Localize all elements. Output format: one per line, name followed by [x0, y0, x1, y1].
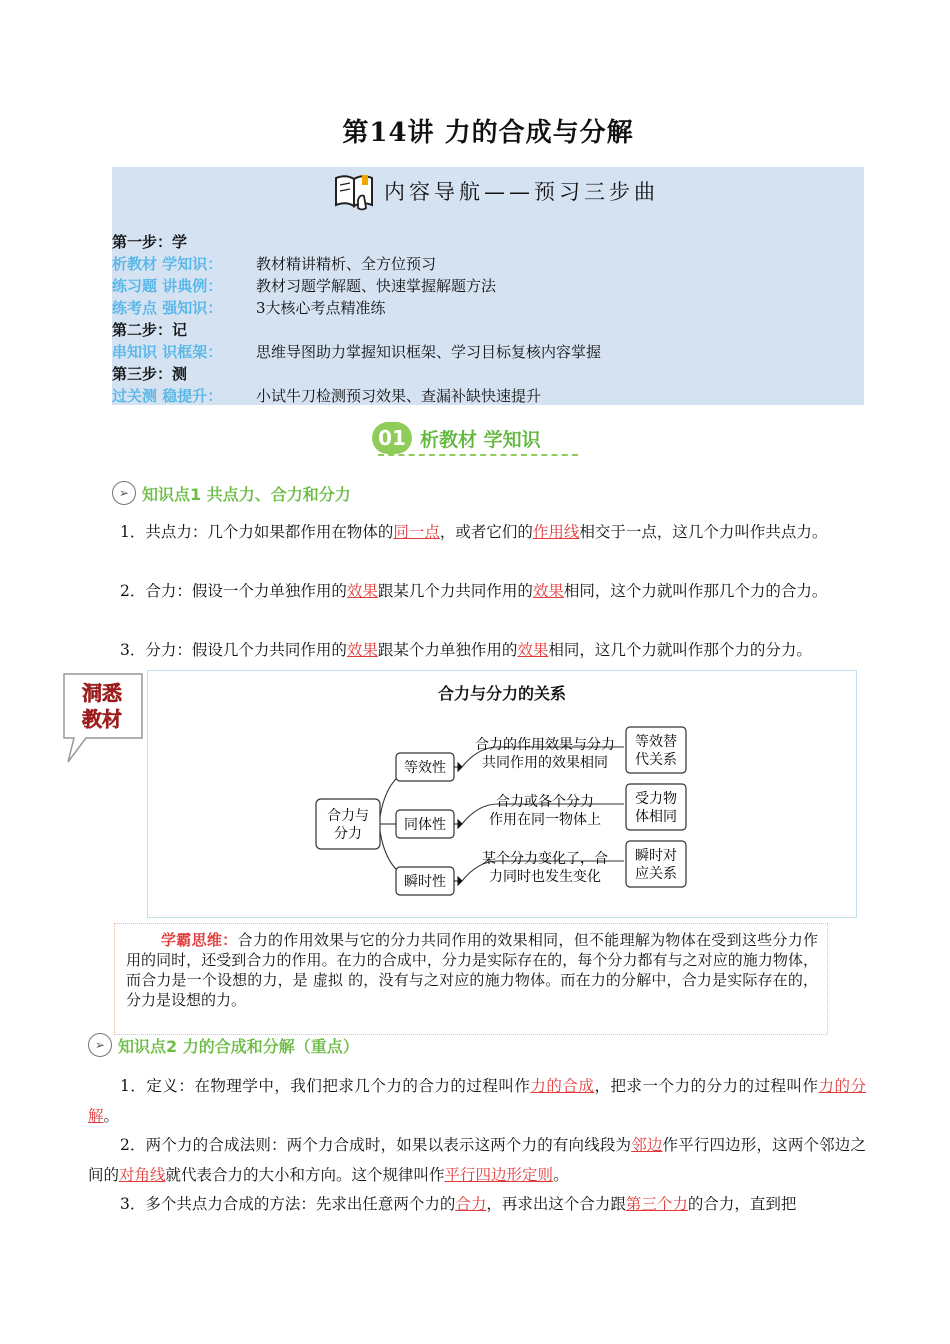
section-number: 01 [372, 422, 412, 454]
kp1-paragraph-2: 2．合力：假设一个力单独作用的效果跟某几个力共同作用的效果相同，这个力就叫作那几个力的合力。 [120, 582, 828, 600]
row-connector [454, 877, 462, 885]
center-node-line: 合力与 [327, 808, 369, 824]
nav-item: 析教材 学知识： 教材精讲精析、全方位预习 [112, 255, 437, 273]
nav-step-2: 第二步：记 [112, 321, 188, 339]
diagram-row [396, 841, 686, 895]
open-book-hand-icon [332, 170, 378, 212]
description-line: 共同作用的效果相同 [482, 755, 608, 771]
kp2-paragraph-1: 1．定义：在物理学中，我们把求几个力的合力的过程叫作力的合成，把求一个力的分力的过程叫作力的分解。 [88, 1077, 866, 1125]
result-line: 瞬时对 [635, 848, 677, 864]
section-divider [378, 454, 578, 456]
nav-item: 练考点 强知识： 3大核心考点精准练 [112, 299, 386, 317]
result-line: 应关系 [635, 866, 677, 882]
result-line: 受力物 [635, 791, 677, 807]
insight-textbook-tag [62, 672, 144, 764]
nav-item: 过关测 稳提升： 小试牛刀检测预习效果、查漏补缺快速提升 [112, 387, 542, 405]
kp1-paragraph-3: 3．分力：假设几个力共同作用的效果跟某个力单独作用的效果相同，这几个力就叫作那个力的分力。 [120, 641, 812, 659]
nav-heading-text: 内容导航——预习三步曲 [384, 180, 659, 204]
property-label: 瞬时性 [404, 874, 446, 890]
result-line: 等效替 [635, 734, 677, 750]
tip-label: 学霸思维： [161, 931, 238, 949]
result-line: 体相同 [635, 809, 677, 825]
arrow-circle-icon: ➢ [88, 1033, 112, 1057]
description-line: 力同时也发生变化 [489, 869, 601, 885]
nav-item: 串知识 识框架： 思维导图助力掌握知识框架、学习目标复核内容掌握 [112, 343, 602, 361]
description-line: 合力或各个分力 [496, 794, 594, 810]
knowledge-point-2-heading: ➢ 知识点2 力的合成和分解（重点） [88, 1033, 359, 1057]
section-banner [372, 418, 541, 458]
nav-heading [332, 168, 659, 214]
force-relation-diagram [147, 670, 857, 918]
tip-text: 学霸思维：合力的作用效果与它的分力共同作用的效果相同，但不能理解为物体在受到这些分力作用的同时，还受到合力的作用。在力的合成中，分力是实际存在的，每个分力都有与之对应的施力物体，而合力是一个设想的力，是 虚拟 的，没有与之对应的施力物体。而在力的分解中，合力是实际存在的，分力是设想的力。 [126, 931, 818, 1009]
svg-text:洞悉: 洞悉 [82, 681, 122, 705]
kp2-paragraph-2: 2．两个力的合成法则：两个力合成时，如果以表示这两个力的有向线段为邻边作平行四边形，这两个邻边之间的对角线就代表合力的大小和方向。这个规律叫作平行四边形定则。 [88, 1136, 866, 1184]
arrow-circle-icon: ➢ [112, 481, 136, 505]
nav-step-3: 第三步：测 [112, 365, 188, 383]
row-connector [454, 763, 462, 771]
diagram-row [396, 784, 686, 838]
diagram-title: 合力与分力的关系 [437, 684, 567, 703]
property-label: 等效性 [404, 760, 446, 776]
diagram-row [396, 727, 686, 781]
description-line: 某个分力变化了，合 [482, 851, 608, 867]
section-title: 析教材 学知识 [420, 428, 541, 451]
kp2-paragraph-3: 3．多个共点力合成的方法：先求出任意两个力的合力，再求出这个合力跟第三个力的合力，直到把 [120, 1195, 797, 1213]
property-label: 同体性 [404, 817, 446, 833]
description-line: 作用在同一物体上 [489, 812, 601, 828]
result-line: 代关系 [635, 752, 677, 768]
nav-item: 练习题 讲典例： 教材习题学解题、快速掌握解题方法 [112, 277, 497, 295]
nav-step-1: 第一步：学 [112, 233, 188, 251]
description-line: 合力的作用效果与分力 [475, 737, 615, 753]
knowledge-point-1-heading: ➢ 知识点1 共点力、合力和分力 [112, 481, 351, 505]
row-connector [454, 820, 462, 828]
kp1-paragraph-1: 1．共点力：几个力如果都作用在物体的同一点，或者它们的作用线相交于一点，这几个力叫作共点力。 [120, 523, 828, 541]
center-node-line: 分力 [334, 826, 362, 842]
page-title: 第14讲 力的合成与分解 [342, 118, 634, 148]
svg-text:教材: 教材 [82, 707, 122, 731]
